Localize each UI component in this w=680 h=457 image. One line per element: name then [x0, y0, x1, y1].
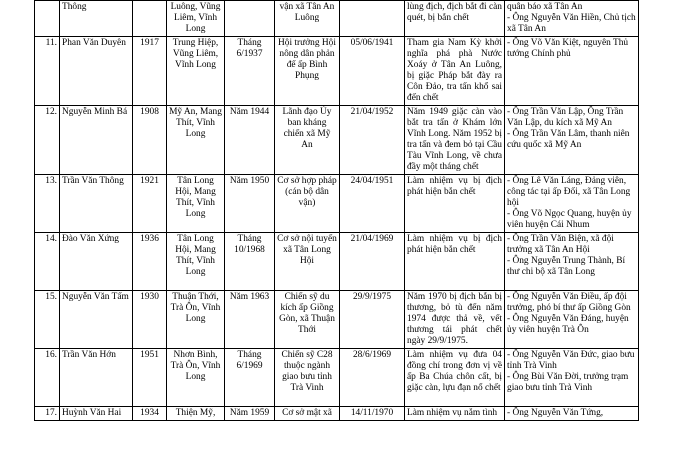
cell-witnesses: - Ông Nguyễn Văn Tứng,	[505, 407, 639, 421]
cell-death-circumstance: Tham gia Nam Kỳ khởi nghĩa phá phà Nước Xoáy ở Tân An Luông, bị giặc Pháp bắt đày ra Côn Đảo, tra tấn khổ sai đến chết	[405, 37, 505, 106]
cell-birth-year: 1908	[133, 106, 167, 175]
cell-hometown: Luông, Vũng Liêm, Vĩnh Long	[167, 1, 225, 37]
cell-row-number: 17.	[35, 407, 60, 421]
cell-martyr-name: Nguyễn Văn Tấm	[60, 291, 133, 349]
cell-death-date: 14/11/1970	[340, 407, 405, 421]
table-row	[35, 407, 639, 421]
table-row	[35, 175, 639, 233]
cell-death-circumstance: Năm 1949 giặc càn vào bắt tra tấn ở Khám lớn Vĩnh Long. Năm 1952 bị tra tấn và đem bỏ tại Cầu Tàu Vĩnh Long, về chưa đầy một tháng chết	[405, 106, 505, 175]
cell-row-number: 15.	[35, 291, 60, 349]
cell-martyr-name: Huỳnh Văn Hai	[60, 407, 133, 421]
cell-join-date: Năm 1950	[225, 175, 275, 233]
martyrs-table	[34, 0, 639, 421]
cell-join-date: Tháng 10/1968	[225, 233, 275, 291]
cell-witnesses: - Ông Võ Văn Kiệt, nguyên Thủ tướng Chính phủ	[505, 37, 639, 106]
cell-hometown: Mỹ An, Mang Thít, Vĩnh Long	[167, 106, 225, 175]
cell-death-date: 21/04/1969	[340, 233, 405, 291]
cell-death-circumstance: Năm 1970 bị địch bắn bị thương, bỏ tù đến năm 1974 được thả về, vết thương tái phát chết ngày 29/9/1975.	[405, 291, 505, 349]
cell-join-date	[225, 1, 275, 37]
cell-join-date: Năm 1959	[225, 407, 275, 421]
cell-death-circumstance: Làm nhiệm vụ bị địch phát hiện bắn chết	[405, 233, 505, 291]
cell-position-role: vận xã Tân An Luông	[275, 1, 340, 37]
table-row	[35, 106, 639, 175]
cell-witnesses: - Ông Nguyễn Văn Đức, giao bưu tỉnh Trà Vinh - Ông Bùi Văn Đời, trưởng trạm giao bưu tỉnh Trà Vinh	[505, 349, 639, 407]
cell-death-circumstance: Làm nhiệm vụ bị địch phát hiện bắn chết	[405, 175, 505, 233]
cell-birth-year: 1951	[133, 349, 167, 407]
cell-witnesses: - Ông Lê Văn Láng, Đảng viên, công tác tại ấp Đối, xã Tân Long hội - Ông Võ Ngọc Quang, huyện ủy viên huyện Cái Nhum	[505, 175, 639, 233]
cell-martyr-name: Phan Văn Duyên	[60, 37, 133, 106]
table-row	[35, 349, 639, 407]
cell-hometown: Thuận Thới, Trà Ôn, Vĩnh Long	[167, 291, 225, 349]
cell-position-role: Lãnh đạo Ủy ban kháng chiến xã Mỹ An	[275, 106, 340, 175]
cell-row-number: 14.	[35, 233, 60, 291]
cell-birth-year: 1936	[133, 233, 167, 291]
cell-position-role: Cơ sở nội tuyến xã Tân Long Hội	[275, 233, 340, 291]
cell-hometown: Tân Long Hội, Mang Thít, Vĩnh Long	[167, 175, 225, 233]
cell-witnesses: - Ông Trần Văn Biện, xã đội trưởng xã Tân An Hội - Ông Nguyễn Trung Thành, Bí thư chi bộ xã Tân Long	[505, 233, 639, 291]
table-row	[35, 233, 639, 291]
cell-witnesses: - Ông Nguyễn Văn Điều, ấp đội trưởng, phó bí thư ấp Giồng Gòn - Ông Nguyễn Văn Đáng, huyện ủy viên huyện Trà Ôn	[505, 291, 639, 349]
cell-birth-year: 1930	[133, 291, 167, 349]
table-row	[35, 1, 639, 37]
cell-hometown: Thiện Mỹ,	[167, 407, 225, 421]
cell-row-number: 12.	[35, 106, 60, 175]
cell-row-number: 11.	[35, 37, 60, 106]
cell-death-circumstance: lùng địch, địch bắt đi càn quét, bị bắn chết	[405, 1, 505, 37]
cell-witnesses: quân báo xã Tân An - Ông Nguyễn Văn Hiền, Chủ tịch xã Tân An	[505, 1, 639, 37]
cell-join-date: Năm 1944	[225, 106, 275, 175]
cell-death-date: 28/6/1969	[340, 349, 405, 407]
cell-join-date: Tháng 6/1969	[225, 349, 275, 407]
cell-hometown: Nhơn Bình, Trà Ôn, Vĩnh Long	[167, 349, 225, 407]
cell-martyr-name: Trần Văn Hớn	[60, 349, 133, 407]
cell-hometown: Trung Hiệp, Vũng Liêm, Vĩnh Long	[167, 37, 225, 106]
cell-martyr-name: Thông	[60, 1, 133, 37]
cell-row-number	[35, 1, 60, 37]
cell-martyr-name: Đào Văn Xứng	[60, 233, 133, 291]
cell-join-date: Năm 1963	[225, 291, 275, 349]
cell-position-role: Hội trưởng Hội nông dân phản đế ấp Bình Phụng	[275, 37, 340, 106]
cell-witnesses: - Ông Trần Văn Lập, Ông Trần Văn Lập, du kích xã Mỹ An - Ông Trần Văn Lâm, thanh niên cứu quốc xã Mỹ An	[505, 106, 639, 175]
cell-row-number: 16.	[35, 349, 60, 407]
cell-death-date: 29/9/1975	[340, 291, 405, 349]
cell-death-date: 21/04/1952	[340, 106, 405, 175]
cell-position-role: Cơ sở mật xã	[275, 407, 340, 421]
cell-row-number: 13.	[35, 175, 60, 233]
table-row	[35, 291, 639, 349]
cell-birth-year: 1917	[133, 37, 167, 106]
cell-martyr-name: Trần Văn Thông	[60, 175, 133, 233]
table-row	[35, 37, 639, 106]
cell-death-circumstance: Làm nhiệm vụ nắm tình	[405, 407, 505, 421]
cell-hometown: Tân Long Hội, Mang Thít, Vĩnh Long	[167, 233, 225, 291]
cell-martyr-name: Nguyễn Minh Bá	[60, 106, 133, 175]
cell-death-date	[340, 1, 405, 37]
cell-position-role: Chiến sỹ du kích ấp Giồng Gòn, xã Thuận Thới	[275, 291, 340, 349]
cell-position-role: Cơ sở hợp pháp (cán bộ dân vận)	[275, 175, 340, 233]
cell-death-circumstance: Làm nhiệm vụ đưa 04 đồng chí trong đơn vị về ấp Ba Chúa chôn cất, bị giặc càn, lựu đạn nổ chết	[405, 349, 505, 407]
cell-death-date: 05/06/1941	[340, 37, 405, 106]
cell-birth-year: 1934	[133, 407, 167, 421]
cell-birth-year: 1921	[133, 175, 167, 233]
cell-birth-year	[133, 1, 167, 37]
cell-join-date: Tháng 6/1937	[225, 37, 275, 106]
cell-death-date: 24/04/1951	[340, 175, 405, 233]
cell-position-role: Chiến sỹ C28 thuộc ngành giao bưu tỉnh Trà Vinh	[275, 349, 340, 407]
